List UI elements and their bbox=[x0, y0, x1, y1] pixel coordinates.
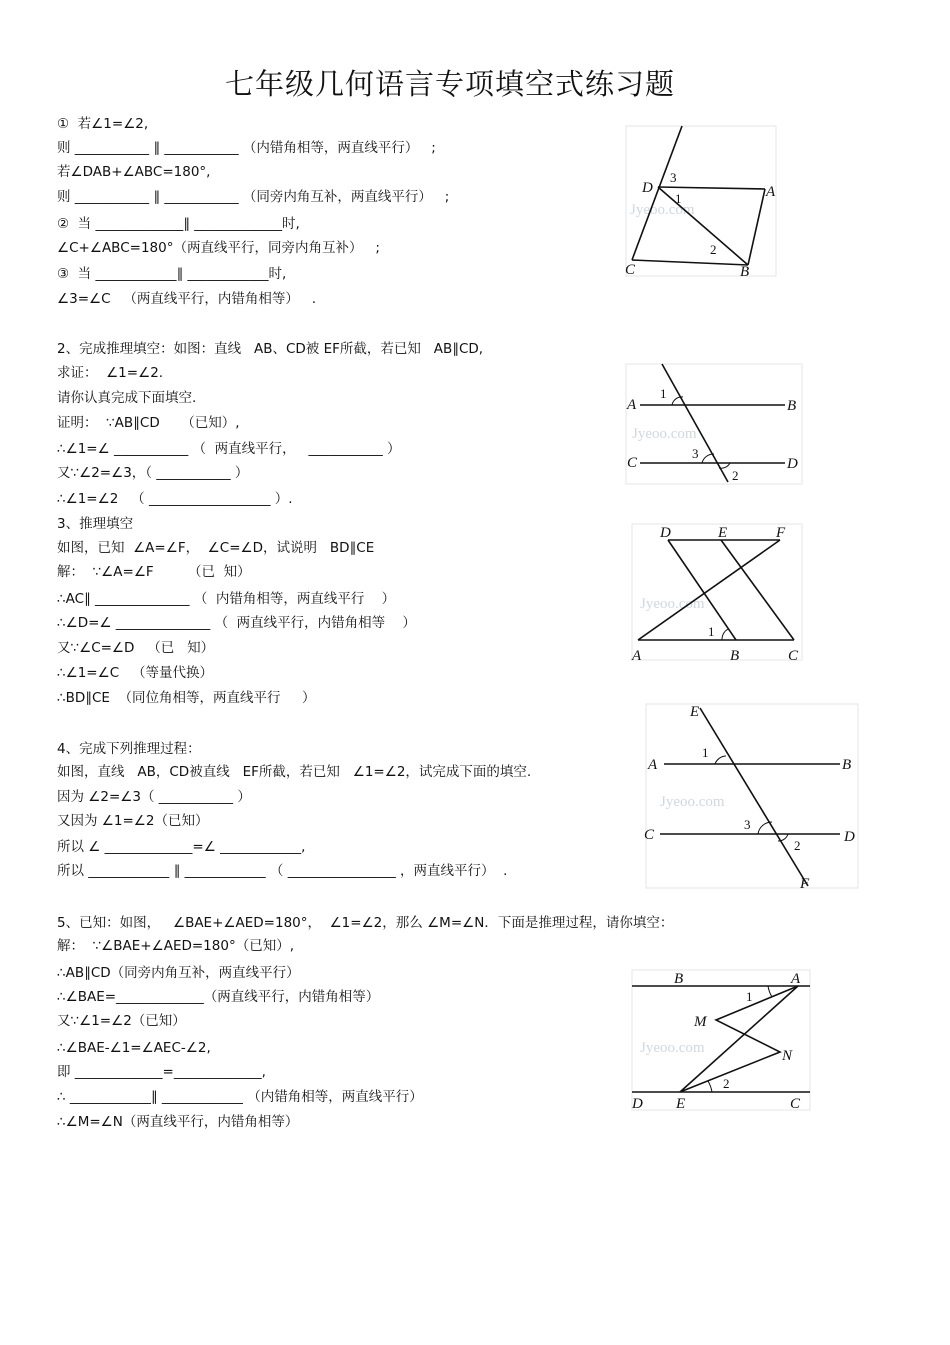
point-c-label: C bbox=[627, 455, 638, 471]
text-line: ∴BD∥CE （同位角相等，两直线平行 ） bbox=[57, 690, 316, 706]
text-line: ∴∠1=∠C （等量代换） bbox=[57, 665, 213, 681]
watermark: Jyeoo.com bbox=[630, 202, 695, 218]
point-b-label: B bbox=[730, 648, 740, 664]
transversal-ef bbox=[662, 364, 728, 482]
text-line: ∴∠BAE-∠1=∠AEC-∠2, bbox=[57, 1040, 211, 1056]
point-m-label: M bbox=[694, 1014, 707, 1030]
zigzag-path bbox=[680, 986, 798, 1092]
segment-ab bbox=[748, 189, 765, 265]
question-3-heading: 3、推理填空 bbox=[57, 516, 134, 532]
text-line: 求证： ∠1=∠2. bbox=[57, 365, 164, 381]
angle-1-label: 1 bbox=[746, 989, 753, 1004]
point-a-label: A bbox=[648, 757, 658, 773]
figure-4-transversal bbox=[640, 700, 862, 890]
text-line: 即 _____________=_____________, bbox=[57, 1064, 266, 1080]
angle-2-label: 2 bbox=[710, 242, 717, 257]
point-b-label: B bbox=[842, 757, 852, 773]
watermark: Jyeoo.com bbox=[640, 596, 705, 612]
angle-1-label: 1 bbox=[702, 745, 709, 760]
text-line: ∴∠1=∠2 （ __________________ ）. bbox=[57, 491, 293, 507]
text-line: 又∵∠2=∠3，（ ___________ ） bbox=[57, 465, 249, 481]
text-line: ∴∠1=∠ ___________ （ 两直线平行， ___________ ） bbox=[57, 441, 401, 457]
point-a-label: A bbox=[627, 397, 637, 413]
segment-bc bbox=[632, 260, 748, 265]
point-n-label: N bbox=[782, 1048, 793, 1064]
text-line: ∠3=∠C （两直线平行，内错角相等） . bbox=[57, 291, 317, 307]
point-c-label: C bbox=[625, 262, 636, 278]
figure-3-crossing-lines bbox=[628, 522, 806, 664]
point-d-label: D bbox=[660, 525, 671, 541]
angle-3-label: 3 bbox=[744, 817, 751, 832]
question-5-heading: 5、已知：如图， ∠BAE+∠AED=180°， ∠1=∠2，那么 ∠M=∠N．下面是推理过程，请你填空： bbox=[57, 915, 674, 931]
point-d-label: D bbox=[632, 1096, 643, 1112]
angle-2-label: 2 bbox=[723, 1076, 730, 1091]
question-2-heading: 2、完成推理填空：如图：直线 AB、CD被 EF所截，若已知 AB∥CD, bbox=[57, 341, 484, 357]
point-a-label: A bbox=[632, 648, 642, 664]
text-line: ∴AB∥CD（同旁内角互补，两直线平行） bbox=[57, 965, 300, 981]
point-c-label: C bbox=[790, 1096, 801, 1112]
angle-2-label: 2 bbox=[732, 468, 739, 483]
segment-da bbox=[658, 187, 765, 189]
text-line: 若∠DAB+∠ABC=180°, bbox=[57, 164, 211, 180]
segment-db bbox=[658, 187, 748, 265]
segment-db bbox=[668, 540, 736, 640]
text-line: ② 当 _____________∥ _____________时, bbox=[57, 216, 300, 232]
text-line: ∴∠BAE=_____________（两直线平行，内错角相等） bbox=[57, 989, 380, 1005]
text-line: ∴ ____________∥ ____________ （内错角相等，两直线平行） bbox=[57, 1089, 423, 1105]
text-line: 请你认真完成下面填空. bbox=[57, 390, 197, 406]
text-line: 则 ___________ ∥ ___________ （同旁内角互补，两直线平行） ; bbox=[57, 189, 450, 205]
angle-3-label: 3 bbox=[692, 446, 699, 461]
angle-2-label: 2 bbox=[794, 838, 801, 853]
text-line: 如图，直线 AB，CD被直线 EF所截，若已知 ∠1=∠2，试完成下面的填空. bbox=[57, 764, 532, 780]
figure-2-parallel-lines bbox=[620, 362, 805, 487]
angle-1-label: 1 bbox=[708, 624, 715, 639]
figure-1-quadrilateral bbox=[620, 124, 780, 279]
point-f-label: F bbox=[776, 525, 786, 541]
point-c-label: C bbox=[788, 648, 799, 664]
angle-1-arc bbox=[768, 986, 772, 997]
point-b-label: B bbox=[787, 398, 797, 414]
point-d-label: D bbox=[642, 180, 653, 196]
point-a-label: A bbox=[791, 971, 801, 987]
watermark: Jyeoo.com bbox=[660, 794, 725, 810]
text-line: 所以 ____________ ∥ ____________ （ ________________ ，两直线平行） . bbox=[57, 863, 508, 879]
angle-1-arc bbox=[722, 629, 728, 640]
point-d-label: D bbox=[844, 829, 855, 845]
watermark: Jyeoo.com bbox=[640, 1040, 705, 1056]
angle-2-arc bbox=[708, 1081, 712, 1092]
text-line: ∴∠M=∠N（两直线平行，内错角相等） bbox=[57, 1114, 299, 1130]
text-line: 又∵∠1=∠2（已知） bbox=[57, 1013, 186, 1029]
figure-5-zigzag bbox=[628, 968, 814, 1113]
text-line: ∴AC∥ ______________ （ 内错角相等，两直线平行 ） bbox=[57, 591, 396, 607]
text-line: 因为 ∠2=∠3（ ___________ ） bbox=[57, 789, 251, 805]
point-b-label: B bbox=[674, 971, 684, 987]
angle-3-label: 3 bbox=[670, 170, 677, 185]
text-line: 证明： ∵AB∥CD （已知）, bbox=[57, 415, 240, 431]
point-a-label: A bbox=[766, 184, 776, 200]
point-d-label: D bbox=[787, 456, 798, 472]
point-e-label: E bbox=[676, 1096, 686, 1112]
point-b-label: B bbox=[740, 264, 750, 279]
text-line: ① 若∠1=∠2, bbox=[57, 116, 149, 132]
text-line: ∴∠D=∠ ______________ （ 两直线平行，内错角相等 ） bbox=[57, 615, 416, 631]
angle-1-label: 1 bbox=[675, 191, 682, 206]
angle-1-arc bbox=[715, 756, 726, 764]
text-line: 如图，已知 ∠A=∠F， ∠C=∠D，试说明 BD∥CE bbox=[57, 540, 375, 556]
text-line: 解： ∵∠BAE+∠AED=180°（已知）, bbox=[57, 938, 294, 954]
point-f-label: F bbox=[800, 876, 810, 890]
text-line: 又∵∠C=∠D （已 知） bbox=[57, 640, 215, 656]
point-e-label: E bbox=[690, 704, 700, 720]
text-line: 又因为 ∠1=∠2（已知） bbox=[57, 813, 209, 829]
question-4-heading: 4、完成下列推理过程： bbox=[57, 741, 201, 757]
text-line: 则 ___________ ∥ ___________ （内错角相等，两直线平行） ; bbox=[57, 140, 436, 156]
text-line: 解： ∵∠A=∠F （已 知） bbox=[57, 564, 251, 580]
watermark: Jyeoo.com bbox=[632, 426, 697, 442]
text-line: ③ 当 ____________∥ ____________时, bbox=[57, 266, 287, 282]
point-c-label: C bbox=[644, 827, 655, 843]
point-e-label: E bbox=[718, 525, 728, 541]
angle-1-label: 1 bbox=[660, 386, 667, 401]
text-line: ∠C+∠ABC=180°（两直线平行，同旁内角互补） ; bbox=[57, 240, 380, 256]
text-line: 所以 ∠ _____________=∠ ____________, bbox=[57, 839, 306, 855]
page-title: 七年级几何语言专项填空式练习题 bbox=[224, 67, 675, 101]
